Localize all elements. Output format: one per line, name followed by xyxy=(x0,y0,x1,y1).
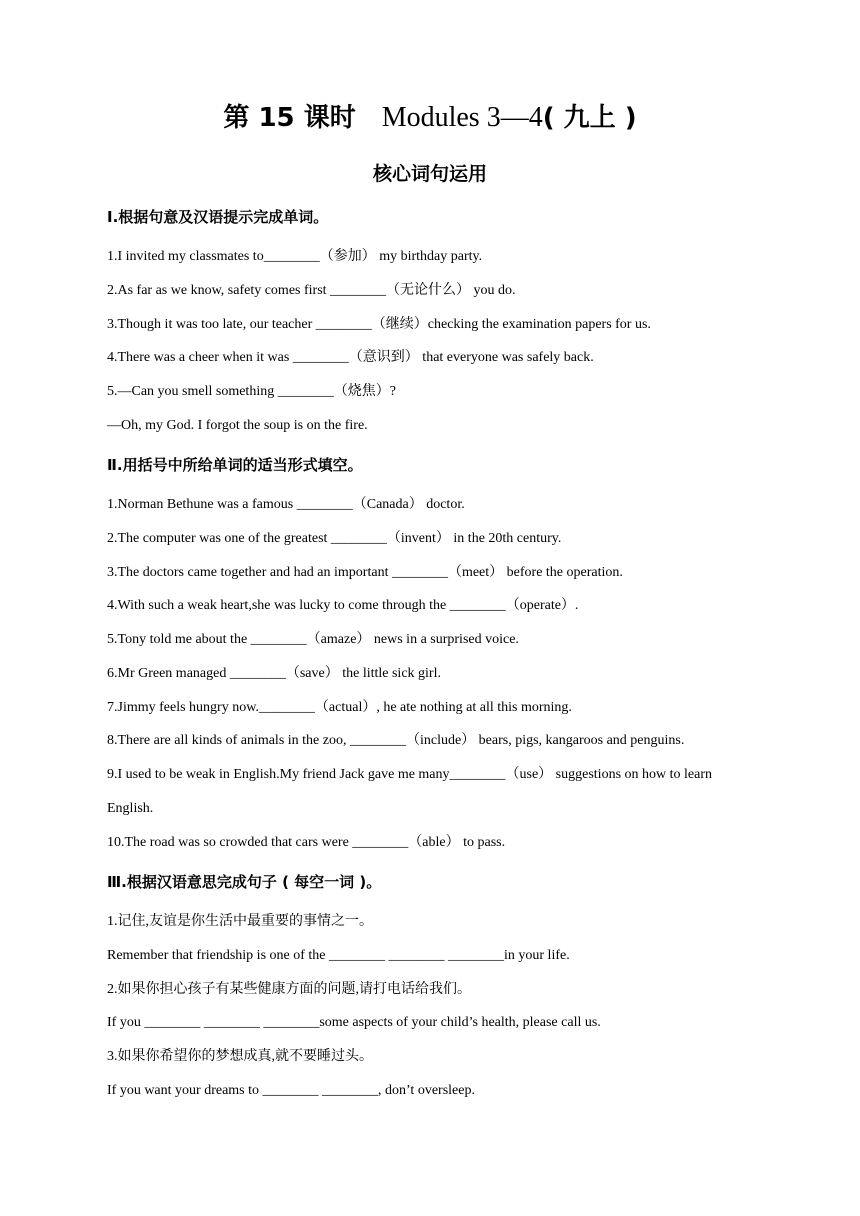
section-1-heading: Ⅰ.根据句意及汉语提示完成单词。 xyxy=(107,208,329,226)
lesson-number: 第 15 课时 xyxy=(223,103,356,133)
section-3-item-1-chinese: 1.记住,友谊是你生活中最重要的事情之一。 xyxy=(107,914,373,929)
section-3-item-3-chinese: 3.如果你希望你的梦想成真,就不要睡过头。 xyxy=(107,1049,373,1064)
section-1-item-3: 3.Though it was too late, our teacher ________（继续）checking the examination papers for us. xyxy=(107,317,651,332)
section-3-item-2-chinese: 2.如果你担心孩子有某些健康方面的问题,请打电话给我们。 xyxy=(107,982,471,997)
section-2-item-3: 3.The doctors came together and had an important ________（meet） before the operation. xyxy=(107,565,623,580)
section-2-item-2: 2.The computer was one of the greatest ________（invent） in the 20th century. xyxy=(107,531,562,546)
section-2-heading: Ⅱ.用括号中所给单词的适当形式填空。 xyxy=(107,456,363,474)
section-1-item-4: 4.There was a cheer when it was ________（意识到） that everyone was safely back. xyxy=(107,350,594,365)
section-3-item-1-english: Remember that friendship is one of the ________ ________ ________in your life. xyxy=(107,948,570,963)
section-1-item-1: 1.I invited my classmates to________（参加） my birthday party. xyxy=(107,249,483,264)
section-2-item-5: 5.Tony told me about the ________（amaze） news in a surprised voice. xyxy=(107,632,519,647)
module-range: Modules 3—4 xyxy=(381,102,543,133)
section-2-item-1: 1.Norman Bethune was a famous ________（Canada） doctor. xyxy=(107,497,465,512)
section-2-item-10: 10.The road was so crowded that cars were ________（able） to pass. xyxy=(107,835,506,850)
section-3-item-2-english: If you ________ ________ ________some aspects of your child’s health, please call us. xyxy=(107,1015,601,1030)
section-1-item-5-reply: —Oh, my God. I forgot the soup is on the fire. xyxy=(107,418,368,433)
section-2-item-6: 6.Mr Green managed ________（save） the little sick girl. xyxy=(107,666,441,681)
section-2-item-7: 7.Jimmy feels hungry now.________（actual）, he ate nothing at all this morning. xyxy=(107,700,572,715)
section-1-item-2: 2.As far as we know, safety comes first ________（无论什么） you do. xyxy=(107,283,516,298)
section-1-item-5: 5.—Can you smell something ________（烧焦）? xyxy=(107,384,396,399)
page-subtitle: 核心词句运用 xyxy=(372,163,487,185)
page-title xyxy=(0,98,860,138)
section-2-item-9: 9.I used to be weak in English.My friend Jack gave me many________（use） suggestions on how to learn xyxy=(107,767,713,782)
grade-label: ( 九上 ) xyxy=(542,103,637,133)
section-2-item-8: 8.There are all kinds of animals in the zoo, ________（include） bears, pigs, kangaroos and penguins. xyxy=(107,733,685,748)
section-2-item-4: 4.With such a weak heart,she was lucky to come through the ________（operate）. xyxy=(107,598,579,613)
section-2-item-9-continued: English. xyxy=(107,801,154,816)
section-3-heading: Ⅲ.根据汉语意思完成句子 ( 每空一词 )。 xyxy=(107,873,382,891)
section-3-item-3-english: If you want your dreams to ________ ________, don’t oversleep. xyxy=(107,1083,475,1098)
